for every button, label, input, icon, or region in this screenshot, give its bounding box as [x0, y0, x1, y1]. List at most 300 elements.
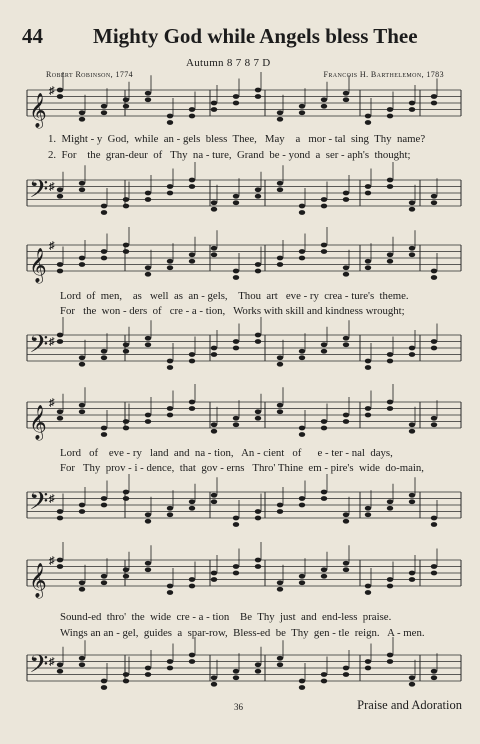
note-head: [343, 272, 349, 277]
note-head: [365, 659, 371, 664]
note-head: [101, 256, 107, 261]
note-head: [211, 499, 217, 504]
note-head: [365, 666, 371, 671]
note-head: [277, 662, 283, 667]
note-head: [233, 275, 239, 280]
note-head: [233, 339, 239, 344]
note-head: [365, 191, 371, 196]
note-head: [365, 413, 371, 418]
note-head: [365, 259, 371, 264]
note-head: [255, 564, 261, 569]
note-head: [365, 359, 371, 364]
note-head: [365, 584, 371, 589]
note-head: [277, 656, 283, 661]
note-head: [57, 88, 63, 93]
note-head: [387, 400, 393, 405]
note-head: [145, 342, 151, 347]
note-head: [277, 117, 283, 122]
note-head: [189, 259, 195, 264]
note-head: [233, 571, 239, 576]
note-head: [299, 426, 305, 431]
note-head: [101, 496, 107, 501]
note-head: [409, 429, 415, 434]
note-head: [57, 516, 63, 521]
note-head: [57, 509, 63, 514]
note-head: [431, 94, 437, 99]
hymn-number: 44: [22, 24, 43, 48]
note-head: [145, 272, 151, 277]
note-head: [299, 679, 305, 684]
section-name: Praise and Adoration: [357, 698, 462, 712]
note-head: [321, 574, 327, 579]
sharp-icon: ♯: [49, 181, 55, 193]
note-head: [145, 567, 151, 572]
note-head: [167, 666, 173, 671]
note-head: [255, 558, 261, 563]
note-head: [167, 259, 173, 264]
note-head: [365, 365, 371, 370]
note-head: [57, 269, 63, 274]
note-head: [387, 584, 393, 589]
note-head: [123, 679, 129, 684]
note-head: [431, 194, 437, 199]
note-head: [167, 184, 173, 189]
note-head: [233, 94, 239, 99]
note-head: [409, 207, 415, 212]
note-head: [57, 94, 63, 99]
note-head: [409, 422, 415, 427]
note-head: [387, 653, 393, 658]
note-head: [277, 580, 283, 585]
note-head: [387, 252, 393, 257]
note-head: [299, 204, 305, 209]
bass-clef-icon: 𝄢: [29, 650, 49, 685]
note-head: [387, 406, 393, 411]
note-head: [299, 349, 305, 354]
note-head: [79, 656, 85, 661]
note-head: [321, 104, 327, 109]
note-head: [123, 97, 129, 102]
note-head: [189, 659, 195, 664]
note-head: [277, 587, 283, 592]
note-head: [299, 210, 305, 215]
note-head: [57, 669, 63, 674]
note-head: [299, 256, 305, 261]
note-head: [101, 580, 107, 585]
note-head: [409, 571, 415, 576]
note-head: [233, 564, 239, 569]
note-head: [233, 346, 239, 351]
note-head: [409, 493, 415, 498]
note-head: [101, 210, 107, 215]
note-head: [343, 419, 349, 424]
note-head: [431, 522, 437, 527]
note-head: [431, 564, 437, 569]
note-head: [387, 659, 393, 664]
bass-clef-icon: 𝄢: [29, 487, 49, 522]
note-head: [189, 359, 195, 364]
treble-clef-icon: 𝄞: [29, 93, 47, 128]
note-head: [145, 265, 151, 270]
note-head: [343, 191, 349, 196]
note-head: [277, 181, 283, 186]
note-head: [101, 110, 107, 115]
note-head: [79, 110, 85, 115]
note-head: [431, 571, 437, 576]
note-head: [277, 355, 283, 360]
note-head: [211, 352, 217, 357]
bass-clef-icon: 𝄢: [29, 175, 49, 210]
note-head: [145, 413, 151, 418]
note-head: [343, 265, 349, 270]
treble-clef-icon: 𝄞: [29, 248, 47, 283]
note-head: [409, 200, 415, 205]
note-head: [211, 246, 217, 251]
note-head: [299, 355, 305, 360]
sharp-icon: ♯: [49, 656, 55, 668]
note-head: [101, 574, 107, 579]
note-head: [123, 249, 129, 254]
note-head: [79, 355, 85, 360]
note-head: [189, 178, 195, 183]
note-head: [167, 191, 173, 196]
note-head: [343, 97, 349, 102]
note-head: [145, 336, 151, 341]
note-head: [233, 669, 239, 674]
verse-1-line-4: Sound-ed thro' the wide cre - a - tion Be Thy just and end-less praise.: [60, 611, 392, 623]
note-head: [57, 187, 63, 192]
note-head: [189, 184, 195, 189]
note-head: [211, 252, 217, 257]
note-head: [431, 275, 437, 280]
sharp-icon: ♯: [49, 240, 55, 252]
note-head: [431, 200, 437, 205]
note-head: [145, 419, 151, 424]
note-head: [211, 207, 217, 212]
note-head: [387, 259, 393, 264]
note-head: [255, 339, 261, 344]
note-head: [299, 580, 305, 585]
note-head: [255, 516, 261, 521]
note-head: [387, 107, 393, 112]
note-head: [145, 561, 151, 566]
note-head: [211, 571, 217, 576]
music-credit: Francois H. Barthelemon, 1783: [323, 70, 444, 79]
note-head: [365, 184, 371, 189]
verse-2-line-2: For the won - ders of cre - a - tion, Works with skill and kindness wrought;: [60, 305, 405, 317]
note-head: [123, 104, 129, 109]
note-head: [57, 564, 63, 569]
note-head: [343, 91, 349, 96]
note-head: [321, 204, 327, 209]
note-head: [409, 252, 415, 257]
note-head: [189, 584, 195, 589]
note-head: [299, 574, 305, 579]
verse-2-line-4: Wings an an - gel, guides a spar-row, Bless-ed be Thy gen - tle reign. A - men.: [60, 627, 425, 639]
note-head: [409, 682, 415, 687]
note-head: [255, 194, 261, 199]
note-head: [57, 662, 63, 667]
note-head: [211, 429, 217, 434]
note-head: [387, 114, 393, 119]
note-head: [387, 506, 393, 511]
note-head: [57, 333, 63, 338]
note-head: [79, 509, 85, 514]
note-head: [431, 675, 437, 680]
note-head: [123, 574, 129, 579]
note-head: [211, 107, 217, 112]
music-system-4-bass: [0, 645, 480, 735]
note-head: [167, 413, 173, 418]
note-head: [387, 577, 393, 582]
note-head: [233, 675, 239, 680]
verse-2-line-3: For Thy prov - i - dence, that gov - erns Thro' Thine em - pire's wide do-main,: [60, 462, 425, 474]
note-head: [211, 346, 217, 351]
note-head: [167, 512, 173, 517]
note-head: [321, 490, 327, 495]
note-head: [233, 422, 239, 427]
note-head: [79, 503, 85, 508]
treble-clef-icon: 𝄞: [29, 405, 47, 440]
note-head: [255, 88, 261, 93]
note-head: [101, 349, 107, 354]
note-head: [321, 349, 327, 354]
note-head: [79, 181, 85, 186]
note-head: [233, 522, 239, 527]
note-head: [101, 249, 107, 254]
note-head: [365, 120, 371, 125]
note-head: [299, 110, 305, 115]
note-head: [211, 493, 217, 498]
note-head: [255, 669, 261, 674]
verse-1-line-3: Lord of eve - ry land and na - tion, An - cient of e - ter - nal days,: [60, 447, 393, 459]
note-head: [123, 349, 129, 354]
note-head: [431, 269, 437, 274]
note-head: [431, 339, 437, 344]
note-head: [101, 685, 107, 690]
verse-1-line-1: 1. Might - y God, while an - gels bless Thee, May a mor - tal sing Thy name?: [48, 133, 426, 145]
note-head: [57, 262, 63, 267]
note-head: [145, 666, 151, 671]
note-head: [79, 362, 85, 367]
note-head: [167, 406, 173, 411]
note-head: [299, 104, 305, 109]
note-head: [321, 426, 327, 431]
note-head: [365, 265, 371, 270]
note-head: [79, 662, 85, 667]
note-head: [277, 403, 283, 408]
note-head: [189, 352, 195, 357]
sharp-icon: ♯: [49, 555, 55, 567]
note-head: [233, 194, 239, 199]
note-head: [255, 416, 261, 421]
note-head: [255, 662, 261, 667]
note-head: [145, 512, 151, 517]
note-head: [123, 204, 129, 209]
note-head: [299, 249, 305, 254]
note-head: [409, 101, 415, 106]
note-head: [101, 426, 107, 431]
note-head: [79, 262, 85, 267]
note-head: [57, 558, 63, 563]
note-head: [57, 339, 63, 344]
note-head: [57, 416, 63, 421]
note-head: [431, 101, 437, 106]
note-head: [321, 197, 327, 202]
note-head: [211, 422, 217, 427]
note-head: [145, 191, 151, 196]
note-head: [277, 187, 283, 192]
note-head: [145, 197, 151, 202]
note-head: [123, 567, 129, 572]
note-head: [123, 197, 129, 202]
note-head: [189, 577, 195, 582]
note-head: [123, 243, 129, 248]
note-head: [409, 577, 415, 582]
note-head: [211, 675, 217, 680]
note-head: [123, 496, 129, 501]
note-head: [167, 659, 173, 664]
note-head: [409, 246, 415, 251]
note-head: [189, 252, 195, 257]
note-head: [387, 178, 393, 183]
note-head: [431, 516, 437, 521]
note-head: [431, 669, 437, 674]
note-head: [123, 419, 129, 424]
note-head: [343, 413, 349, 418]
note-head: [255, 509, 261, 514]
note-head: [101, 355, 107, 360]
note-head: [255, 269, 261, 274]
note-head: [387, 184, 393, 189]
note-head: [101, 104, 107, 109]
note-head: [343, 561, 349, 566]
note-head: [431, 346, 437, 351]
note-head: [145, 519, 151, 524]
note-head: [343, 197, 349, 202]
note-head: [321, 97, 327, 102]
note-head: [101, 679, 107, 684]
note-head: [299, 685, 305, 690]
note-head: [321, 567, 327, 572]
note-head: [189, 107, 195, 112]
note-head: [321, 342, 327, 347]
hymn-title: Mighty God while Angels bless Thee: [93, 24, 418, 48]
words-credit: Robert Robinson, 1774: [46, 70, 134, 79]
note-head: [79, 587, 85, 592]
note-head: [255, 409, 261, 414]
note-head: [277, 409, 283, 414]
note-head: [123, 426, 129, 431]
note-head: [299, 503, 305, 508]
note-head: [167, 359, 173, 364]
sharp-icon: ♯: [49, 397, 55, 409]
note-head: [255, 262, 261, 267]
note-head: [343, 519, 349, 524]
note-head: [79, 256, 85, 261]
note-head: [57, 194, 63, 199]
note-head: [299, 496, 305, 501]
note-head: [189, 400, 195, 405]
note-head: [387, 499, 393, 504]
note-head: [343, 342, 349, 347]
note-head: [343, 512, 349, 517]
note-head: [167, 506, 173, 511]
note-head: [343, 666, 349, 671]
note-head: [79, 117, 85, 122]
note-head: [233, 200, 239, 205]
note-head: [365, 406, 371, 411]
note-head: [365, 506, 371, 511]
note-head: [167, 114, 173, 119]
note-head: [343, 336, 349, 341]
note-head: [255, 333, 261, 338]
note-head: [167, 365, 173, 370]
page-number: 36: [234, 702, 243, 712]
note-head: [277, 110, 283, 115]
tune-name-meter: Autumn 8 7 8 7 D: [186, 57, 271, 69]
note-head: [189, 114, 195, 119]
note-head: [101, 204, 107, 209]
note-head: [167, 120, 173, 125]
note-head: [79, 409, 85, 414]
note-head: [321, 679, 327, 684]
note-head: [321, 249, 327, 254]
note-head: [211, 101, 217, 106]
note-head: [233, 416, 239, 421]
note-head: [189, 406, 195, 411]
note-head: [365, 590, 371, 595]
note-head: [321, 672, 327, 677]
note-head: [189, 653, 195, 658]
note-head: [145, 672, 151, 677]
verse-2-line-1: 2. For the gran-deur of Thy na - ture, Grand be - yond a ser - aph's thought;: [48, 149, 411, 161]
note-head: [321, 243, 327, 248]
note-head: [431, 416, 437, 421]
sharp-icon: ♯: [49, 493, 55, 505]
note-head: [365, 114, 371, 119]
note-head: [321, 419, 327, 424]
note-head: [167, 590, 173, 595]
note-head: [343, 567, 349, 572]
note-head: [277, 256, 283, 261]
note-head: [343, 672, 349, 677]
sharp-icon: ♯: [49, 336, 55, 348]
sharp-icon: ♯: [49, 85, 55, 97]
note-head: [211, 682, 217, 687]
note-head: [167, 265, 173, 270]
note-head: [277, 362, 283, 367]
note-head: [299, 432, 305, 437]
note-head: [277, 262, 283, 267]
note-head: [123, 490, 129, 495]
verse-1-line-2: Lord of men, as well as an - gels, Thou art eve - ry crea - ture's theme.: [60, 290, 409, 302]
note-head: [255, 94, 261, 99]
note-head: [255, 187, 261, 192]
note-head: [101, 432, 107, 437]
note-head: [189, 506, 195, 511]
note-head: [321, 496, 327, 501]
note-head: [233, 516, 239, 521]
note-head: [431, 422, 437, 427]
note-head: [409, 675, 415, 680]
note-head: [211, 200, 217, 205]
note-head: [409, 107, 415, 112]
note-head: [409, 346, 415, 351]
note-head: [167, 584, 173, 589]
note-head: [409, 499, 415, 504]
note-head: [79, 403, 85, 408]
